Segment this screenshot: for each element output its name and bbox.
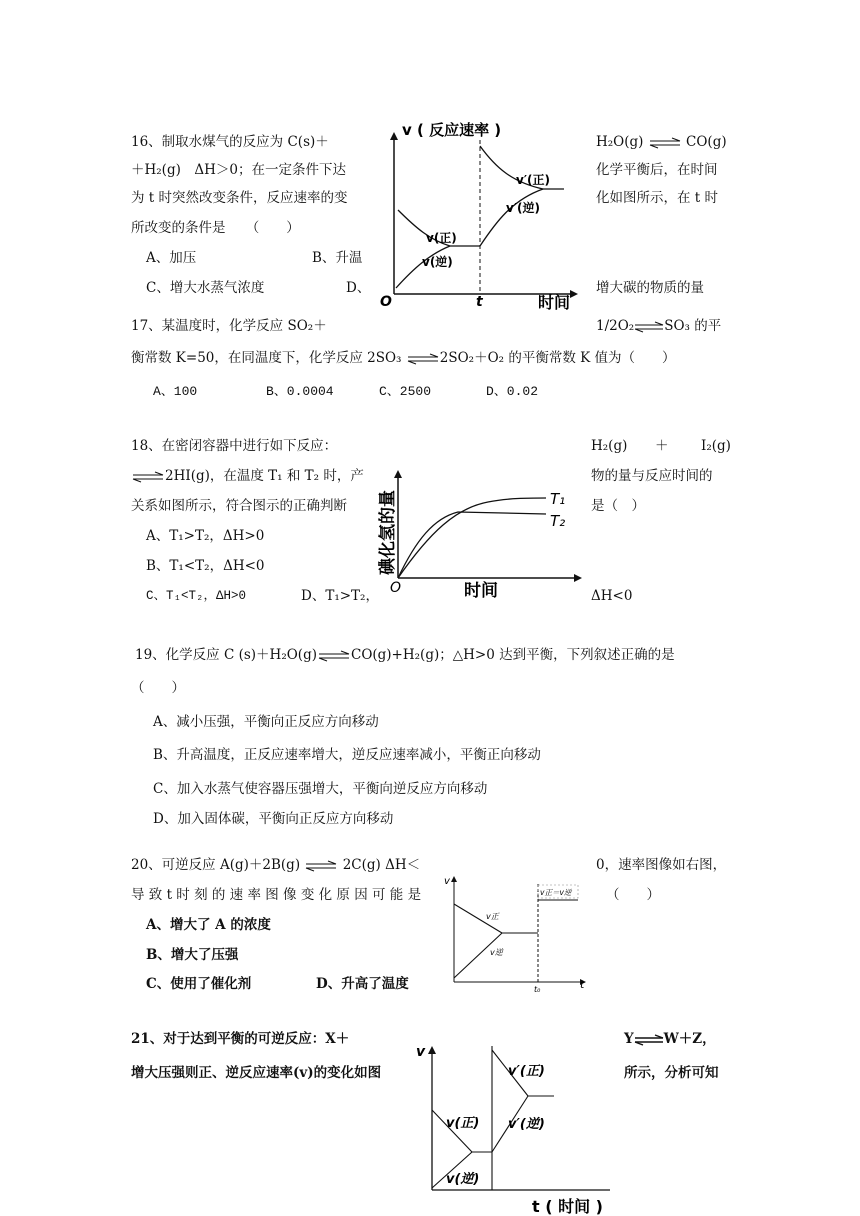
q16-reverse2-curve <box>480 189 543 246</box>
q20-line1-a: 20、可逆反应 A(g)＋2B(g) <box>131 857 301 873</box>
q20-line2: 导 致 t 时 刻 的 速 率 图 像 变 化 原 因 可 能 是 <box>131 887 422 903</box>
q18-i2: I₂(g) <box>701 438 731 454</box>
q21-y-label: v <box>416 1044 426 1060</box>
q17-line2-a: 衡常数 K=50，在同温度下，化学反应 2SO₃ <box>131 350 402 366</box>
q19-option-c: C、加入水蒸气使容器压强增大，平衡向逆反应方向移动 <box>153 781 488 797</box>
q21-wz: W＋Z， <box>663 1031 716 1047</box>
q20-v-forward-label: v正 <box>486 912 499 921</box>
q16-line2-right: 化学平衡后，在时间 <box>596 162 718 178</box>
q16-line3: 为 t 时突然改变条件，反应速率的变 <box>131 190 348 206</box>
q17-so3: SO₃ 的平 <box>664 318 722 334</box>
q16-option-a: A、加压 <box>146 250 197 266</box>
q21-line1-right <box>624 1030 716 1048</box>
q20-x-label: t <box>580 978 585 991</box>
q16-line2: ＋H₂(g) ΔH＞0；在一定条件下达 <box>131 162 346 178</box>
q16-line3-right: 化如图所示，在 t 时 <box>596 190 719 206</box>
equilibrium-arrow-icon <box>406 354 440 364</box>
q20-box-label: v正＝v逆 <box>540 888 572 897</box>
q17-option-b: B、0.0004 <box>266 384 334 399</box>
q17-line1-right <box>596 317 721 335</box>
q19-option-b: B、升高温度，正反应速率增大，逆反应速率减小，平衡正向移动 <box>153 747 541 763</box>
q16-option-d-label: D、 <box>346 280 371 296</box>
q18-option-d: D、T₁>T₂， <box>301 588 379 604</box>
q20-y-label: v <box>444 876 450 887</box>
q20-option-a: A、增大了 A 的浓度 <box>146 917 271 933</box>
q18-t2-curve <box>398 512 546 578</box>
q16-option-c: C、增大水蒸气浓度 <box>146 280 265 296</box>
q20-line1 <box>131 856 420 874</box>
q18-y-arrow <box>394 470 402 478</box>
q20-line2-right: （ ） <box>606 887 660 903</box>
q17-line2-b: 2SO₂＋O₂ 的平衡常数 K 值为（ ） <box>439 350 676 366</box>
q21-line1: 21、对于达到平衡的可逆反应：X＋ <box>131 1031 350 1047</box>
q20-line1-right: 0，速率图像如右图， <box>596 857 727 873</box>
q16-v2-reverse-label: v′(逆) <box>506 201 540 215</box>
q18-t1-label: T₁ <box>550 490 566 508</box>
q19-option-d: D、加入固体碳，平衡向正反应方向移动 <box>153 811 394 827</box>
q21-rate-graph <box>414 1040 614 1216</box>
equilibrium-arrow-icon <box>304 861 338 871</box>
q21-y-arrow <box>428 1046 436 1054</box>
q16-v2-forward-label: v′(正) <box>516 173 550 187</box>
q16-line1-right <box>596 133 727 151</box>
q18-x-label: 时间 <box>464 581 498 601</box>
q16-y-label: v ( 反应速率 ) <box>402 121 502 139</box>
q16-v-forward-label: v(正) <box>426 231 457 245</box>
q18-t2-label: T₂ <box>550 512 566 530</box>
q18-option-b: B、T₁<T₂，ΔH<0 <box>146 558 265 574</box>
q21-v-reverse-label: v(逆) <box>446 1172 480 1187</box>
q18-line3-right: 是（ ） <box>591 498 645 514</box>
q19-line2: （ ） <box>131 680 185 696</box>
q17-o2: 1/2O₂ <box>596 318 635 334</box>
q16-co: CO(g) <box>686 134 727 150</box>
q19-line1-b: CO(g)+H₂(g)；△H>0 达到平衡，下列叙述正确的是 <box>350 647 675 663</box>
q18-option-a: A、T₁>T₂，ΔH>0 <box>146 528 265 544</box>
q16-h2o: H₂O(g) <box>596 134 644 150</box>
q18-h2: H₂(g) <box>591 438 628 454</box>
q19-line1-a: 19、化学反应 C (s)＋H₂O(g) <box>135 647 317 663</box>
q16-x-label: 时间 <box>538 293 571 312</box>
q18-x-arrow <box>574 574 582 582</box>
q20-option-b: B、增大了压强 <box>146 947 239 963</box>
q18-line2 <box>131 467 364 485</box>
q20-rate-graph <box>444 870 589 996</box>
equilibrium-arrow-icon <box>648 138 682 148</box>
q21-v-forward-label: v(正) <box>446 1116 480 1131</box>
q16-line1: 16、制取水煤气的反应为 C(s)＋ <box>131 134 329 150</box>
q20-option-d: D、升高了温度 <box>316 976 409 992</box>
q20-option-c: C、使用了催化剂 <box>146 976 252 992</box>
q17-option-c: C、2500 <box>379 384 432 399</box>
q16-origin: O <box>380 294 392 310</box>
q20-y-arrow <box>451 876 457 882</box>
q21-v2-reverse-label: v′(逆) <box>508 1117 545 1132</box>
q21-x-label: t ( 时间 ) <box>532 1197 603 1216</box>
q17-option-a: A、100 <box>153 384 198 399</box>
q18-line2-text: 2HI(g)，在温度 T₁ 和 T₂ 时，产 <box>165 468 364 484</box>
q18-option-d-right: ΔH<0 <box>591 588 633 604</box>
q16-v-reverse-label: v(逆) <box>422 255 453 269</box>
q18-y-label: 碘化氢的量 <box>378 490 398 575</box>
q21-line2-right: 所示，分析可知 <box>624 1065 719 1081</box>
q17-line2 <box>131 349 676 367</box>
q18-plus: ＋ <box>655 438 669 454</box>
q18-origin: O <box>390 580 402 596</box>
q17-option-d: D、0.02 <box>486 384 539 399</box>
q16-option-d-text: 增大碳的物质的量 <box>596 280 704 296</box>
q21-line2: 增大压强则正、逆反应速率(v)的变化如图 <box>131 1065 382 1081</box>
q19-option-a: A、减小压强，平衡向正反应方向移动 <box>153 714 379 730</box>
equilibrium-arrow-icon <box>634 322 664 332</box>
q19-line1 <box>135 646 675 664</box>
equilibrium-arrow-icon <box>131 472 165 482</box>
q18-line3: 关系如图所示，符合图示的正确判断 <box>131 498 347 514</box>
q21-v2-forward-label: v′(正) <box>508 1064 545 1079</box>
q16-option-b: B、升温 <box>312 250 363 266</box>
q18-line1: 18、在密闭容器中进行如下反应： <box>131 438 338 454</box>
q18-option-c: C、T₁<T₂，ΔH>0 <box>146 589 247 603</box>
equilibrium-arrow-icon <box>317 651 351 661</box>
q20-line1-b: 2C(g) ΔH＜ <box>342 857 421 873</box>
q17-line1: 17、某温度时，化学反应 SO₂＋ <box>131 318 327 334</box>
q18-line2-right: 物的量与反应时间的 <box>591 468 713 484</box>
q21-y: Y <box>624 1031 634 1047</box>
q16-rate-graph <box>378 118 578 318</box>
q16-x-arrow <box>570 290 578 298</box>
q20-t0-label: t₀ <box>534 985 541 994</box>
q16-t-label: t <box>476 294 483 310</box>
q18-t1-curve <box>398 498 546 578</box>
equilibrium-arrow-icon <box>634 1035 664 1045</box>
q20-v-reverse-label: v逆 <box>490 948 503 957</box>
q16-y-arrow <box>390 132 398 140</box>
q18-hi-graph <box>378 460 583 602</box>
q16-line4: 所改变的条件是 （ ） <box>131 220 300 236</box>
